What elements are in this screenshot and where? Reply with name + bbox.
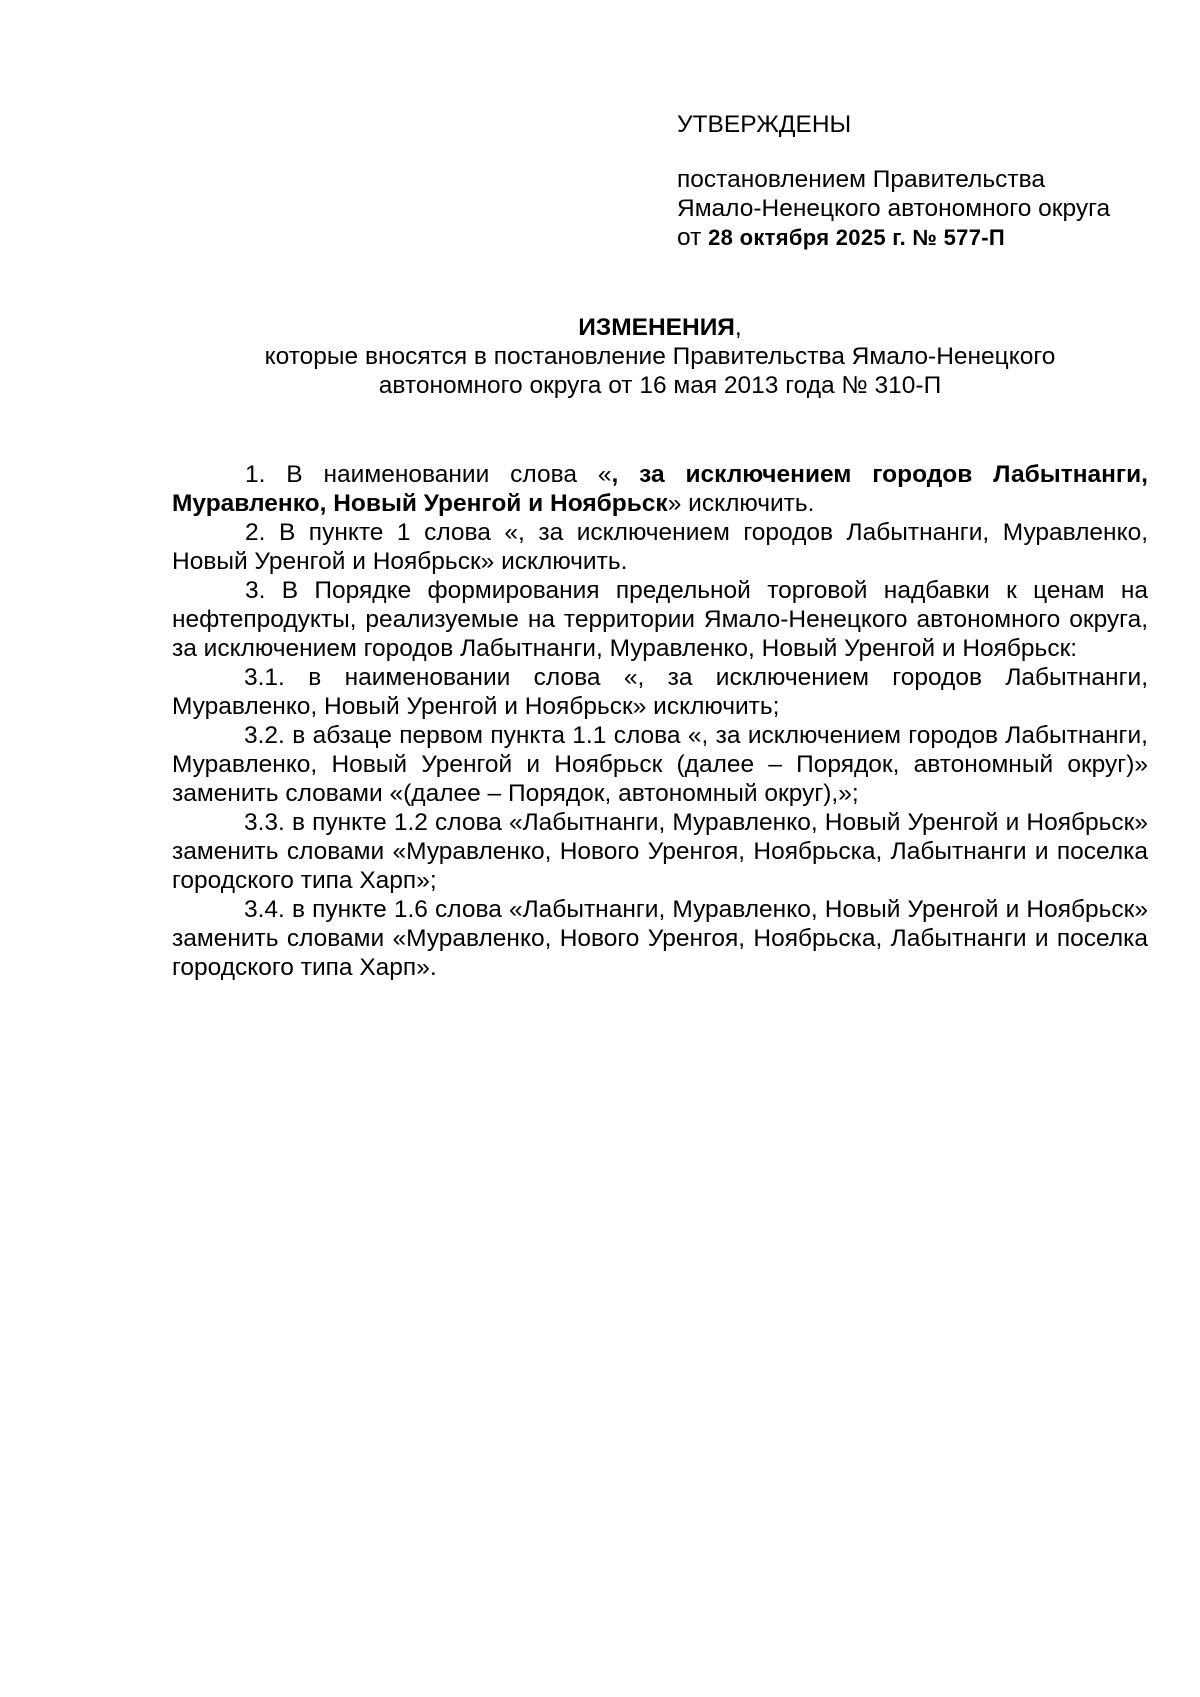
- item-3-4: 3.4. в пункте 1.6 слова «Лабытнанги, Муравленко, Новый Уренгой и Ноябрьск» заменить словами «Муравленко, Нового Уренгоя, Ноябрьска, Лабытнанги и поселка городского типа Харп».: [172, 896, 1148, 981]
- item-2: 2. В пункте 1 слова «, за исключением городов Лабытнанги, Муравленко, Новый Уренгой и Ноябрьск» исключить.: [172, 519, 1148, 575]
- approval-date-line: [677, 223, 1147, 252]
- title-subtitle-line-2: автономного округа от 16 мая 2013 года № 310-П: [378, 372, 942, 399]
- document-body: [172, 460, 1148, 982]
- item-3-2: 3.2. в абзаце первом пункта 1.1 слова «, за исключением городов Лабытнанги, Муравленко, Новый Уренгой и Ноябрьск (далее – Порядок, автономный округ)» заменить словами «(далее – Порядок, автономный округ),»;: [172, 722, 1148, 807]
- title-heading: ИЗМЕНЕНИЯ: [578, 314, 735, 341]
- item-1-bold: , за исключением городов Лабытнанги, Муравленко, Новый Уренгой и Ноябрьск: [172, 461, 1148, 517]
- document-title: [172, 313, 1148, 400]
- approval-line-1: постановлением Правительства: [677, 166, 1045, 193]
- item-3-3: 3.3. в пункте 1.2 слова «Лабытнанги, Муравленко, Новый Уренгой и Ноябрьск» заменить словами «Муравленко, Нового Уренгоя, Ноябрьска, Лабытнанги и поселка городского типа Харп»;: [172, 809, 1148, 894]
- title-subtitle-line-1: которые вносятся в постановление Правительства Ямало-Ненецкого: [264, 343, 1056, 370]
- item-3-1: 3.1. в наименовании слова «, за исключением городов Лабытнанги, Муравленко, Новый Уренгой и Ноябрьск» исключить;: [172, 664, 1148, 720]
- approval-date-prefix: от: [677, 224, 709, 251]
- title-heading-suffix: ,: [734, 314, 742, 341]
- item-3: 3. В Порядке формирования предельной торговой надбавки к ценам на нефтепродукты, реализуемые на территории Ямало-Ненецкого автономного округа, за исключением городов Лабытнанги, Муравленко, Новый Уренгой и Ноябрьск:: [172, 577, 1148, 662]
- approval-stamp: УТВЕРЖДЕНЫ: [677, 111, 852, 138]
- title-heading-line: [172, 313, 1148, 342]
- approval-date-value: 28 октября 2025 г. № 577-П: [708, 225, 1005, 250]
- approval-block: [677, 110, 1147, 252]
- item-1-start: 1. В наименовании слова «: [245, 461, 612, 488]
- approval-line-2: Ямало-Ненецкого автономного округа: [677, 195, 1111, 222]
- item-1-end: » исключить.: [667, 490, 815, 517]
- item-1: [172, 460, 1148, 518]
